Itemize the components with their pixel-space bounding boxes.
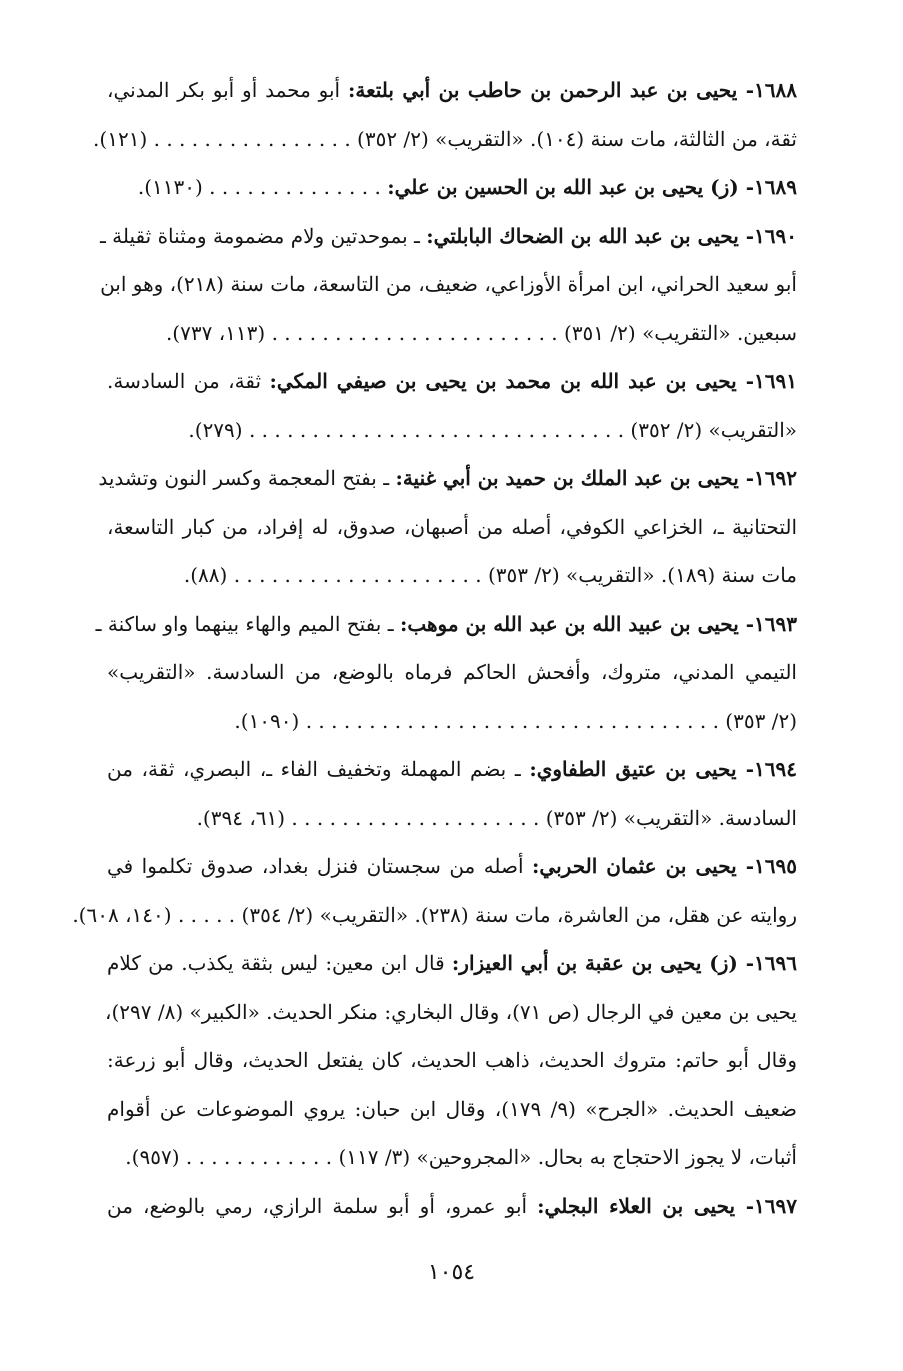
entry-heading: ١٦٩٣- يحيى بن عبيد الله بن عبد الله بن موهب: (399, 611, 797, 636)
entry-text: ـ بفتح المعجمة وكسر النون وتشديد (98, 466, 396, 490)
entry-text: . . . . . . . . . . . . . . (١١٣٠). (137, 175, 388, 199)
entry-line: يحيى بن معين في الرجال (ص ٧١)، وقال البخاري: منكر الحديث. «الكبير» (٨/ ٢٩٧)، (105, 999, 797, 1024)
entry-line (107, 1182, 797, 1231)
entry-line (107, 66, 797, 115)
entry-heading: ١٦٩٥- يحيى بن عثمان الحربي: (532, 854, 798, 878)
page-body (72, 66, 798, 1230)
entry-heading: ١٦٨٨- يحيى بن عبد الرحمن بن حاطب بن أبي بلتعة: (347, 78, 797, 102)
entry-text: ـ بضم المهملة وتخفيف الفاء ـ، البصري، ثقة، من (107, 757, 530, 781)
entry-line: ثقة، من الثالثة، مات سنة (١٠٤). «التقريب» (٢/ ٣٥٢) . . . . . . . . . . . . . . . . (١٢١). (93, 126, 797, 151)
entry-line (99, 212, 797, 261)
entry-line: وقال أبو حاتم: متروك الحديث، ذاهب الحديث، كان يفتعل الحديث، وقال أبو زرعة: (107, 1048, 797, 1072)
entry-line (107, 745, 797, 794)
entry-1693 (95, 600, 797, 746)
entry-text: أبو عمرو، أو أبو سلمة الرازي، رمي بالوضع، من (107, 1193, 538, 1218)
entry-line: مات سنة (١٨٩). «التقريب» (٢/ ٣٥٣) . . . . . . . . . . . . . . . . . . . . (٨٨). (183, 563, 797, 587)
entry-1692 (98, 454, 797, 600)
entry-line: ضعيف الحديث. «الجرح» (٩/ ١٧٩)، وقال ابن حبان: يروي الموضوعات عن أقوام (107, 1096, 798, 1121)
page-number: ١٠٥٤ (427, 1260, 476, 1285)
entry-line: «التقريب» (٢/ ٣٥٢) . . . . . . . . . . . . . . . . . . . . . . . . . . . . . . (٢٧٩). (188, 417, 797, 442)
entry-text: أصله من سجستان فنزل بغداد، صدوق تكلموا في (107, 854, 533, 878)
entry-heading: ١٦٩٦- (ز) يحيى بن عقبة بن أبي العيزار: (451, 951, 797, 975)
entry-line (98, 454, 797, 503)
entry-1695 (72, 842, 798, 939)
entry-1697 (107, 1182, 797, 1231)
entry-line: (٢/ ٣٥٣) . . . . . . . . . . . . . . . . . . . . . . . . . . . . . . . . . (١٠٩٠). (234, 708, 797, 733)
entry-line: السادسة. «التقريب» (٢/ ٣٥٣) . . . . . . . . . . . . . . . . . . . . (٦١، ٣٩٤). (196, 805, 797, 830)
entry-heading: ١٦٩٢- يحيى بن عبد الملك بن حميد بن أبي غنية: (395, 466, 797, 490)
entry-line: التحتانية ـ، الخزاعي الكوفي، أصله من أصبهان، صدوق، له إفراد، من كبار التاسعة، (107, 514, 797, 539)
entry-line (107, 163, 797, 212)
entry-1688 (93, 66, 797, 163)
entry-heading: ١٦٩٤- يحيى بن عتيق الطفاوي: (529, 757, 797, 781)
entry-line: سبعين. «التقريب» (٢/ ٣٥١) . . . . . . . . . . . . . . . . . . . . . . . (١١٣، ٧٣٧). (165, 320, 797, 345)
entry-line (107, 842, 797, 891)
entry-text: ثقة، من السادسة. (107, 369, 270, 393)
entry-1694 (107, 745, 797, 842)
entry-line: التيمي المدني، متروك، وأفحش الحاكم فرماه بالوضع، من السادسة. «التقريب» (107, 660, 797, 684)
entry-1689 (107, 163, 797, 212)
entry-line (107, 357, 797, 406)
entry-line: أبو سعيد الحراني، ابن امرأة الأوزاعي، ضعيف، من التاسعة، مات سنة (٢١٨)، وهو ابن (100, 272, 797, 296)
entry-line: أثبات، لا يجوز الاحتجاج به بحال. «المجروحين» (٣/ ١١٧) . . . . . . . . . . . . (٩٥٧). (125, 1145, 797, 1169)
entry-heading: ١٦٩١- يحيى بن عبد الله بن محمد بن يحيى بن صيفي المكي: (269, 369, 797, 393)
entry-1690 (99, 212, 797, 358)
entry-text: ـ بفتح الميم والهاء بينهما واو ساكنة ـ (95, 611, 400, 636)
entry-heading: ١٦٩٠- يحيى بن عبد الله بن الضحاك البابلتي: (426, 223, 797, 248)
entry-1696 (107, 939, 797, 1182)
entry-line: روايته عن هقل، من العاشرة، مات سنة (٢٣٨). «التقريب» (٢/ ٣٥٤) . . . . . (١٤٠، ٦٠٨). (72, 902, 797, 927)
entry-line (95, 600, 797, 649)
entry-text: أبو محمد أو أبو بكر المدني، (107, 78, 348, 102)
entry-1691 (107, 357, 797, 454)
entry-text: قال ابن معين: ليس بثقة يكذب. من كلام (107, 951, 452, 975)
entry-heading: ١٦٩٧- يحيى بن العلاء البجلي: (537, 1193, 797, 1218)
entry-text: ـ بموحدتين ولام مضمومة ومثناة ثقيلة ـ (99, 223, 427, 248)
entry-heading: ١٦٨٩- (ز) يحيى بن عبد الله بن الحسين بن علي: (387, 175, 797, 199)
entry-line (107, 939, 797, 988)
